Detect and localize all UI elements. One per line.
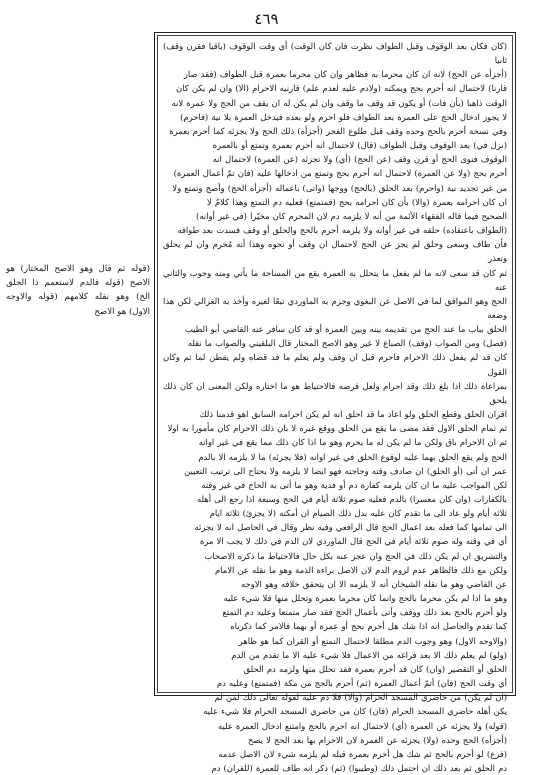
text-line: والتشريق ان لم يكن ذلك في الحج وان عجز عنه بكل حال فالاحتياط ما ذكره الاصحاب xyxy=(204,550,507,561)
text-line: وهو ما اذا لم يكن محرما بالحج وانما كان محرما بعمرة وتحلل منها فلا شيء عليه xyxy=(223,593,507,604)
text-line: الى تمامها كما فعله بعد اعمال الحج قال الرافعي وفيه نظر وقال في الحاصل انه لا يجزئه xyxy=(194,522,507,533)
text-line: (قوله) ولا يجزئه عن العمرة (أي) لاحتمال انه احرم بالحج وامتنع ادخال العمرة عليه xyxy=(217,720,507,731)
text-line: عن القاضي وهو ما نقله الشيخان أنه لا يلزمه الا ان يتحقق خلافه وهو الاوجه xyxy=(240,578,507,589)
text-line: (أجزأه عن الحج) لانه ان كان محرما به فظاهر وان كان محرما بعمرة قبل الطواف (فقد صار xyxy=(183,69,507,80)
text-line: أي في وقته وله صوم ثلاثة أيام في الحج قال الماوردي لان الدم في ذلك لا يجب الا مرة xyxy=(199,536,507,547)
text-line: الوقت ذاهبا (بأن فات) أو يكون قد وقف ما وقف وان لم يكن له ان يقف من الحج ولا عمرة لانه xyxy=(171,97,507,108)
text-line: ولو أحرم بالحج بعد ذلك ووقف وأتى بأعمال الحج فقد صار متمتعا وعليه دم التمتع xyxy=(222,607,507,618)
main-text-frame-inner xyxy=(157,35,513,773)
text-line: الحج وهو الموافق لما في الاصل عن البغوي وجزم به الماوردي تبعًا لغيره وأخذ به الغزالي لكن هذا وضعه xyxy=(163,295,507,320)
margin-note: (قوله ثم قال وهو الاصح المختار) هو الاصح (قوله فالدم لاستعمم ذا الحلق الخ) وهو نقله كلامهم (قوله والاوجه الاول) هو الاصح xyxy=(6,264,150,317)
text-line: كما تقدم والحاصل انه اذا شك هل أحرم بحج أو عمرة أو بهما فالامر كما ذكرناه xyxy=(230,621,507,632)
text-line: يكن أهله حاضري المسجد الحرام (فان) كان من حاضري المسجد الحرام فلا شيء عليه xyxy=(203,706,507,717)
text-line: الحلق بباب ما عند الحج من تقديمه بينه وبين العمرة أو قد كان سافر عنه القاضي أبو الطيب xyxy=(184,324,507,335)
text-line: أي وقت الحج (فان) أتمّ أعمال العمرة (ثم) أحرم بالحج من مكة (فمتمتع) وعليه دم xyxy=(216,678,507,689)
text-line: بالكفارات (وان كان معسرا) بالدم فعليه صوم ثلاثة أيام في الحج وسبعة اذا رجع الى أهله xyxy=(197,494,507,504)
text-line: ثم تمام الحلق الاول فقد مضى ما يقع من الحلق ووقع غيره لا بان ذلك الاحرام كان مأمورا به اولا xyxy=(167,423,507,434)
text-line: وفي نسخة أحرم بالحج وحده وقف قبل طلوع الفجر (أجزأه) ذلك الحج ولا يجزئه كما أحرم بعمرة xyxy=(169,125,507,136)
text-line: ثم كان قد سعى لانه ما لم يفعل ما يتحلل به العمرة يقع من المساحة ما يأتي ومنه وجوب والثاني عنه xyxy=(163,267,507,292)
text-line: (ان لم يكن) من حاضري المسجد الحرام (والا) فلا دم عليه لقوله تعالى ذلك لمن لم xyxy=(214,692,507,703)
text-line: لكن المواجب عليه ما ان كان يلزمه كفارة دم أو فدية وهو ما أتى به الحاج في غير وقته xyxy=(201,479,507,490)
text-line: دم الحلق ثم بعد ذلك ان احتمل ذلك (وطيبوا) (ثم) ذكر انه طاف للعمرة (للقران) دم xyxy=(211,762,507,773)
main-body-text xyxy=(163,39,507,775)
text-line: ولكن مع ذلك فالظاهر عدم لزوم الدم لان الاصل براءة الذمة وهو ما نقله عن الامام xyxy=(214,564,507,575)
text-line: الصحيح فيما قاله الفقهاء الأئمة من أنه لا يلزمه دم لان المحرم كان مخيّرا (في غير أوانه) xyxy=(196,210,507,221)
text-line: ثلاثة أيام ولو عاد الى ما تقدم كان عليه بدل ذلك الصيام ان أمكنه (لا يجزئ) ثلاثة ايام xyxy=(209,508,507,519)
main-text-frame xyxy=(154,32,516,773)
text-line: (والاوجه الاول) وهو وجوب الدم مطلقا لاحتمال التمتع أو القران كما هو ظاهر xyxy=(238,635,507,646)
page-number: ٤٦٩ xyxy=(254,10,279,28)
text-line: (ولو) لم يعلم ذلك الا بعد فراغه من الاعمال فلا شيء عليه الا ما تقدم من الدم xyxy=(231,649,507,660)
text-line: ثم ان الاحرام باق ولكن ما لم يكن له ما يحرم وهو ما اذا كان ذلك مما يقع في غير اوانه xyxy=(198,437,507,448)
text-line: فأن طاف وسعى وحلق لم يجز عن الحج لاحتمال ان وقف أو نحوه وهذا أنه مُحرم وان لم يحلق وتعذر xyxy=(163,239,507,264)
text-line: ان كان احرامه بعمرة (والا) بأن كان احرامه بحج (فمتمتع) فعليه دم التمتع وهذا كلامٌ لا xyxy=(206,196,507,207)
text-line: من غير تجديد نية (واحرم) بعد الحلق (بالحج) ووجها (واتى) باعماله (أجزأه الحج) وأصح وتمتع ولا xyxy=(172,182,507,193)
text-line: (كان فكان بعد الوقوف وقبل الطواف نظرت فان كان الوقت) أي وقت الوقوف (باقيا فقرن وقف) ثانيا xyxy=(163,41,507,66)
text-line: اقران الحلق وقطع الحلق ولو اعاد ما قد احلق انه لم يكن احرامه السابق اهو قدمنا ذلك xyxy=(199,409,507,420)
text-line: (أجزأه) الحج وحده (ولا) يجزئه عن العمرة لان الاحرام بها بعد الحج لا يصح xyxy=(247,734,507,745)
text-line: لا يجوز ادخال الحج على العمرة بعد الطواف فلو احرم ولو بعده فيدخل العمرة بلا نية (فاحرم) xyxy=(180,111,507,122)
text-line: (الطواف باعتقاده) حلقه في غير أوانه ولا يلزمه أحرم بالحج والحلق أو وقف فسدت بعد طوافه xyxy=(177,225,507,236)
text-line: (فصل) ومن الصواب (وقف) الصباغ لا غير وهو الاصح المختار قال البلقيني والصواب ما نقله xyxy=(187,338,507,349)
text-line: (نزل في) بعد الوقوف وقبل الطواف (قال) لاحتمال انه أحرم بعمرة وتمتع أو بالعمرة xyxy=(212,140,507,151)
text-line: أحرم بحج (ولا عن العمرة) لاحتمال انه أحرم بحج وتمتع من ادخالها عليه (فان تمّ أعمال العمرة) xyxy=(173,168,507,179)
text-line: قارنا) لاحتمال انه أحرم بحج ويمكنه (ولادم عليه لعدم علم) قارنيه الاحرام (الا) وان لم يكن كان xyxy=(175,83,507,94)
text-line: عمر ان أتى (أو الحلق) ان صادف وقته وحاجته فهو ايضا لا يلزمه ولا يحتاج الى ترتيب التعيين xyxy=(184,465,507,476)
text-line: الحج ولم يقع الحلق بهما عليه لوقوع الحلق في غير اوانه (فلا يجزئه) ما لا يلزمه الا بالدم xyxy=(198,451,507,462)
text-line: (فرع) لو أحرم بالحج ثم شك هل أحرم بعمرة قبله لم يلزمه شيء لان الاصل عدمه xyxy=(218,748,507,759)
text-line: كان قد لم يفعل ذلك الاحرام فاحرم قبل ان وقف ولم يعلم ما قد قضاه ولم يفطن لما ثم وكان القول xyxy=(163,352,507,377)
text-line: بمراعاة ذلك اذا بلغ ذلك وقد احرام ولعل فرضه فالاحتياط هو ما اختاره ولكن المعنى ان كان ذلك يلحق xyxy=(163,380,507,405)
text-line: الحلق أو التقصير (وان) كان قد أحرم بعمرة فقد تحلل منها ولزمه دم الحلق xyxy=(243,663,507,674)
text-line: الوقوف فنوى الحج أو قرن وقف (عن الحج) (أي) ولا تجزئه (عن العمرة) لاحتمال انه xyxy=(212,154,507,165)
